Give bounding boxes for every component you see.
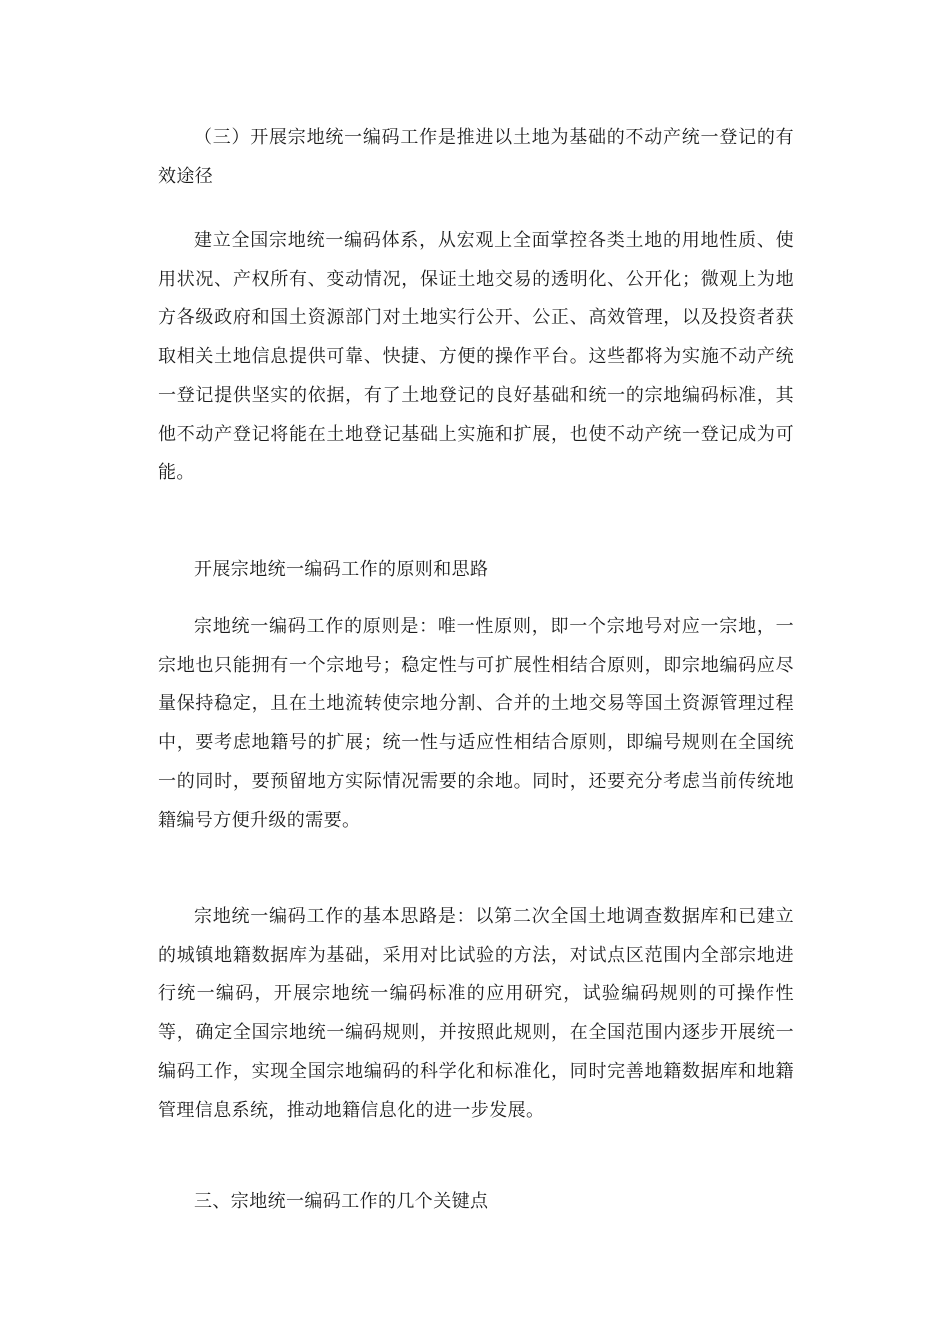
paragraph-approach: 宗地统一编码工作的基本思路是：以第二次全国土地调查数据库和已建立的城镇地籍数据库为基础，采用对比试验的方法，对试点区范围内全部宗地进行统一编码，开展宗地统一编码标准的应用研究，试验编码规则的可操作性等，确定全国宗地统一编码规则，并按照此规则，在全国范围内逐步开展统一编码工作，实现全国宗地编码的科学化和标准化，同时完善地籍数据库和地籍管理信息系统，推动地籍信息化的进一步发展。 [158,906,794,1121]
section-heading-principles: 开展宗地统一编码工作的原则和思路 [194,559,489,580]
section-heading-key-points: 三、宗地统一编码工作的几个关键点 [194,1191,489,1212]
paragraph-principles: 宗地统一编码工作的原则是：唯一性原则，即一个宗地号对应一宗地，一宗地也只能拥有一个宗地号；稳定性与可扩展性相结合原则，即宗地编码应尽量保持稳定，且在土地流转使宗地分割、合并的土地交易等国土资源管理过程中，要考虑地籍号的扩展；统一性与适应性相结合原则，即编号规则在全国统一的同时，要预留地方实际情况需要的余地。同时，还要充分考虑当前传统地籍编号方便升级的需要。 [158,616,794,831]
section-heading-effective-path: （三）开展宗地统一编码工作是推进以土地为基础的不动产统一登记的有效途径 [158,127,794,187]
paragraph-coding-system: 建立全国宗地统一编码体系，从宏观上全面掌控各类土地的用地性质、使用状况、产权所有、变动情况，保证土地交易的透明化、公开化；微观上为地方各级政府和国土资源部门对土地实行公开、公正、高效管理，以及投资者获取相关土地信息提供可靠、快捷、方便的操作平台。这些都将为实施不动产统一登记提供坚实的依据，有了土地登记的良好基础和统一的宗地编码标准，其他不动产登记将能在土地登记基础上实施和扩展，也使不动产统一登记成为可能。 [158,230,794,484]
